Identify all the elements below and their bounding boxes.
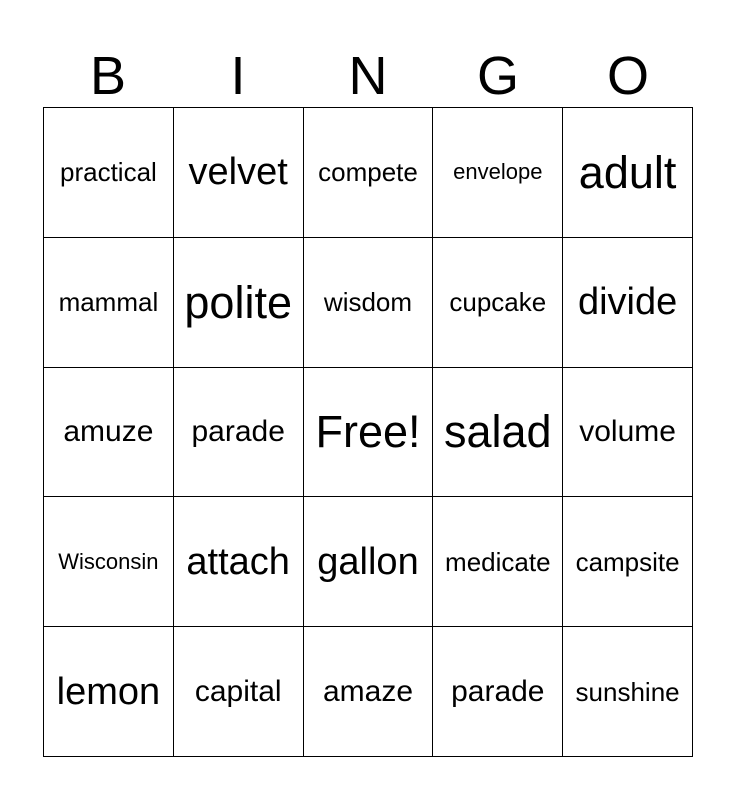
bingo-cell (563, 238, 693, 368)
cell-word: Wisconsin (58, 548, 159, 574)
cell-word: cupcake (449, 287, 547, 318)
cell-word: parade (191, 414, 285, 448)
bingo-cell (433, 627, 563, 757)
bingo-cell (44, 627, 174, 757)
bingo-cell (433, 368, 563, 498)
cell-word: envelope (453, 159, 543, 185)
bingo-cell (304, 497, 434, 627)
bingo-cell (44, 497, 174, 627)
cell-word: Free! (315, 406, 421, 458)
cell-word: salad (444, 406, 552, 458)
bingo-cell (44, 238, 174, 368)
bingo-header (43, 44, 693, 108)
cell-word: attach (186, 540, 290, 583)
bingo-cell (563, 627, 693, 757)
bingo-cell (174, 238, 304, 368)
cell-word: amaze (322, 674, 414, 708)
bingo-cell (174, 108, 304, 238)
cell-word: polite (184, 276, 292, 328)
cell-word: volume (579, 414, 676, 448)
bingo-cell (304, 627, 434, 757)
bingo-cell (563, 497, 693, 627)
bingo-cell (174, 627, 304, 757)
cell-word: campsite (575, 546, 680, 577)
bingo-cell (174, 497, 304, 627)
cell-word: parade (451, 674, 545, 708)
bingo-cell (433, 497, 563, 627)
bingo-cell (563, 368, 693, 498)
cell-word: velvet (188, 151, 288, 194)
header-letter-n: N (348, 46, 388, 106)
bingo-cell (304, 108, 434, 238)
cell-word: wisdom (323, 287, 413, 318)
bingo-cell (304, 238, 434, 368)
free-cell (304, 368, 434, 498)
bingo-cell (44, 368, 174, 498)
cell-word: amuze (63, 414, 154, 448)
bingo-cell (563, 108, 693, 238)
bingo-cell (433, 238, 563, 368)
cell-word: gallon (317, 540, 419, 583)
cell-word: divide (577, 281, 678, 324)
cell-word: adult (578, 146, 677, 198)
cell-word: practical (59, 157, 157, 188)
cell-word: mammal (58, 287, 159, 318)
cell-word: medicate (445, 546, 551, 577)
cell-word: lemon (56, 670, 161, 713)
bingo-grid (43, 107, 693, 757)
header-letter-o: O (606, 46, 649, 106)
bingo-cell (174, 368, 304, 498)
header-letter-g: G (476, 46, 519, 106)
header-letter-i: I (230, 46, 246, 106)
header-letter-b: B (89, 46, 127, 106)
cell-word: compete (318, 157, 418, 188)
cell-word: sunshine (575, 676, 680, 707)
bingo-cell (44, 108, 174, 238)
bingo-cell (433, 108, 563, 238)
cell-word: capital (194, 674, 282, 708)
